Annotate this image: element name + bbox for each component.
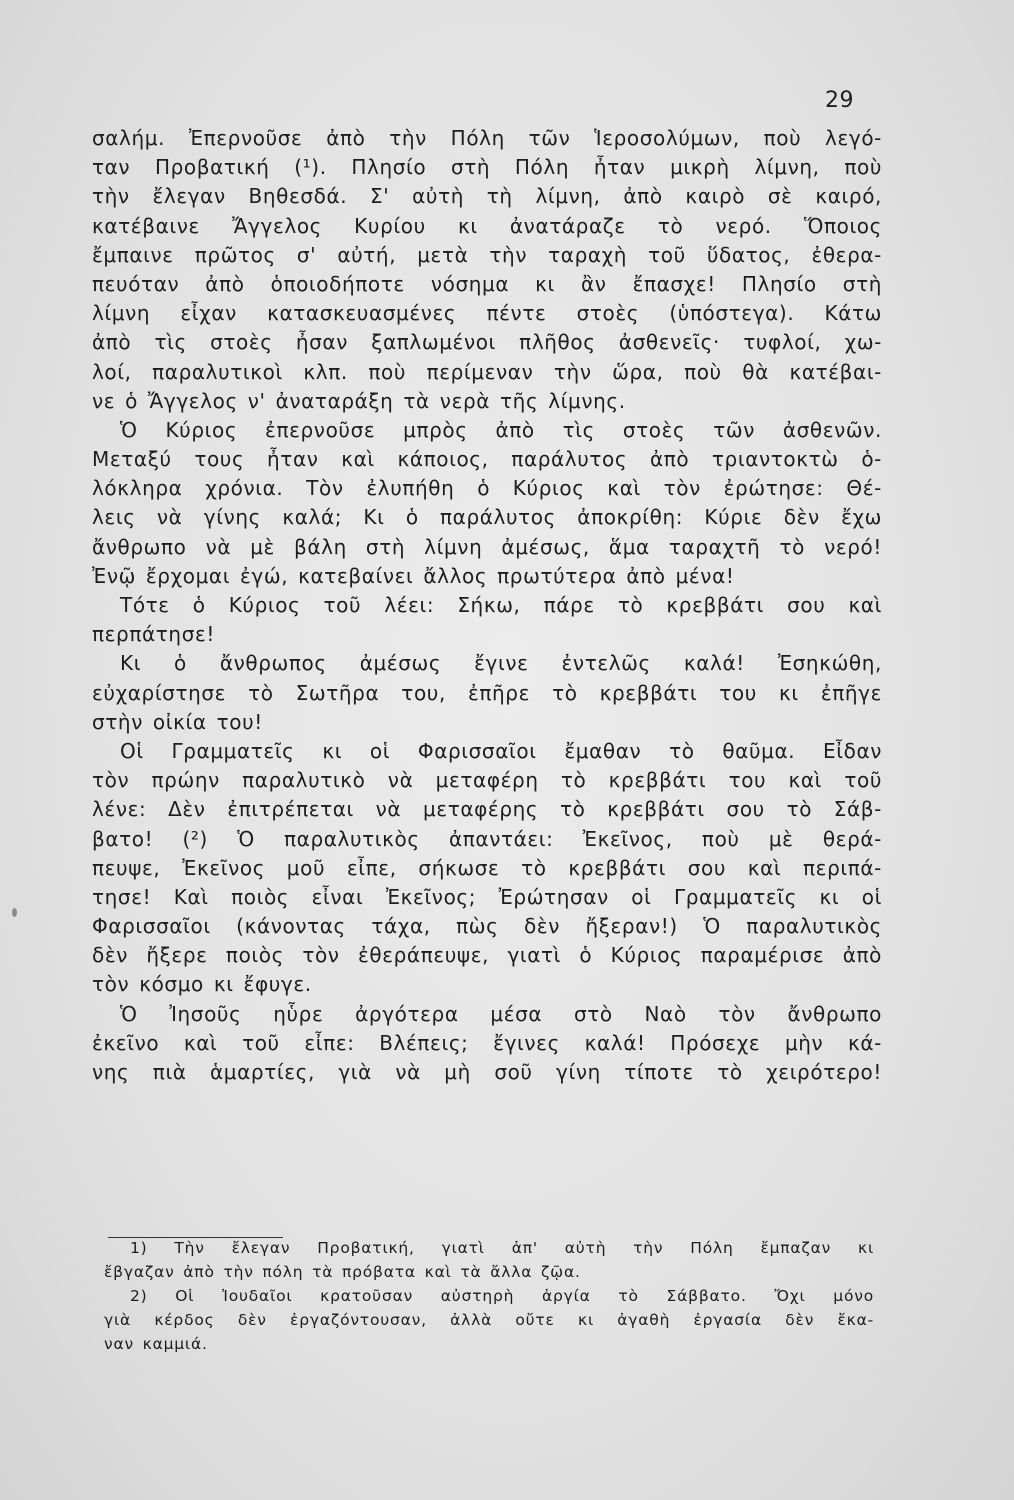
text-line: λόκληρα χρόνια. Τὸν ἐλυπήθη ὁ Κύριος καὶ τὸν ἐρώτησε: Θέ- [92,476,882,501]
text-line: λίμνη εἶχαν κατασκευασμένες πέντε στοὲς (ὑπόστεγα). Κάτω [92,301,882,326]
text-line: Ὁ Κύριος ἐπερνοῦσε μπρὸς ἀπὸ τὶς στοὲς τῶν ἀσθενῶν. [120,417,882,442]
text-line: λεις νὰ γίνης καλά; Κι ὁ παράλυτος ἀποκρίθη: Κύριε δὲν ἔχω [92,505,882,530]
text-line: Μεταξύ τους ἦταν καὶ κάποιος, παράλυτος ἀπὸ τριαντοκτὼ ὁ- [92,447,882,472]
text-line: στὴν οἰκία του! [92,709,263,734]
footnote-line: γιὰ κέρδος δὲν ἐργαζόντουσαν, ἀλλὰ οὔτε κι ἀγαθὴ ἐργασία δὲν ἔκα- [104,1311,874,1329]
text-line: Φαρισσαῖοι (κάνοντας τάχα, πὼς δὲν ἤξεραν!) Ὁ παραλυτικὸς [92,914,882,939]
footnote-line: 2) Οἱ Ἰουδαῖοι κρατοῦσαν αὐστηρὴ ἀργία τὸ Σάββατο. Ὄχι μόνο [130,1287,874,1305]
text-line: εὐχαρίστησε τὸ Σωτῆρα του, ἐπῆρε τὸ κρεββάτι του κι ἐπῆγε [92,680,882,705]
text-line: Κι ὁ ἄνθρωπος ἀμέσως ἔγινε ἐντελῶς καλά! Ἐσηκώθη, [120,651,882,676]
footnotes [104,1236,874,1356]
text-line: Τότε ὁ Κύριος τοῦ λέει: Σήκω, πάρε τὸ κρεββάτι σου καὶ [120,593,882,617]
text-line: τησε! Καὶ ποιὸς εἶναι Ἐκεῖνος; Ἐρώτησαν οἱ Γραμματεῖς κι οἱ [92,884,882,909]
text-line: πευψε, Ἐκεῖνος μοῦ εἶπε, σήκωσε τὸ κρεββάτι σου καὶ περιπά- [92,855,882,880]
text-line: ἔμπαινε πρῶτος σ' αὐτή, μετὰ τὴν ταραχὴ τοῦ ὕδατος, ἐθερα- [92,242,882,267]
text-line: ταν Προβατική (¹). Πλησίο στὴ Πόλη ἦταν μικρὴ λίμνη, ποὺ [92,155,882,180]
text-line: κατέβαινε Ἄγγελος Κυρίου κι ἀνατάραζε τὸ νερό. Ὅποιος [92,213,882,238]
text-line: λοί, παραλυτικοὶ κλπ. ποὺ περίμεναν τὴν ὥρα, ποὺ θὰ κατέβαι- [92,359,882,384]
text-line: λένε: Δὲν ἐπιτρέπεται νὰ μεταφέρης τὸ κρεββάτι σου τὸ Σάβ- [92,797,882,822]
text-line: Ὁ Ἰησοῦς ηὗρε ἀργότερα μέσα στὸ Ναὸ τὸν ἄνθρωπο [120,1001,882,1026]
text-line: τὴν ἔλεγαν Βηθεσδά. Σ' αὐτὴ τὴ λίμνη, ἀπὸ καιρὸ σὲ καιρό, [92,184,882,209]
paper-speck [12,908,17,917]
text-line: περπάτησε! [92,622,215,647]
footnote-line: 1) Τὴν ἔλεγαν Προβατική, γιατὶ ἀπ' αὐτὴ τὴν Πόλη ἔμπαζαν κι [130,1239,874,1257]
text-line: Ἐνῷ ἔρχομαι ἐγώ, κατεβαίνει ἄλλος πρωτύτερα ἀπὸ μένα! [92,563,735,588]
text-line: νης πιὰ ἁμαρτίες, γιὰ νὰ μὴ σοῦ γίνη τίποτε τὸ χειρότερο! [92,1060,882,1084]
footnote-line: ναν καμμιά. [104,1335,208,1353]
text-line: ἄνθρωπο νὰ μὲ βάλη στὴ λίμνη ἀμέσως, ἅμα ταραχτῆ τὸ νερό! [92,534,882,559]
text-line: σαλήμ. Ἐπερνοῦσε ἀπὸ τὴν Πόλη τῶν Ἱεροσολύμων, ποὺ λεγό- [92,126,882,150]
text-line: νε ὁ Ἄγγελος ν' ἀναταράξη τὰ νερὰ τῆς λίμνης. [92,388,626,413]
text-line: βατο! (²) Ὁ παραλυτικὸς ἀπαντάει: Ἐκεῖνος, ποὺ μὲ θερά- [92,826,882,851]
footnote-line: ἔβγαζαν ἀπὸ τὴν πόλη τὰ πρόβατα καὶ τὰ ἄλλα ζῷα. [104,1263,581,1281]
text-line: δὲν ἤξερε ποιὸς τὸν ἐθεράπευψε, γιατὶ ὁ Κύριος παραμέρισε ἀπὸ [92,943,882,968]
text-line: ἐκεῖνο καὶ τοῦ εἶπε: Βλέπεις; ἔγινες καλά! Πρόσεχε μὴν κά- [92,1030,882,1055]
page-number: 29 [825,88,854,113]
text-line: τὸν πρώην παραλυτικὸ νὰ μεταφέρη τὸ κρεββάτι του καὶ τοῦ [92,768,882,793]
text-line: Οἱ Γραμματεῖς κι οἱ Φαρισσαῖοι ἔμαθαν τὸ θαῦμα. Εἶδαν [120,738,882,763]
text-line: πευόταν ἀπὸ ὁποιοδήποτε νόσημα κι ἂν ἔπασχε! Πλησίο στὴ [92,271,882,296]
text-line: ἀπὸ τὶς στοὲς ἦσαν ξαπλωμένοι πλῆθος ἀσθενεῖς· τυφλοί, χω- [92,330,882,355]
body-text [92,124,882,1087]
text-line: τὸν κόσμο κι ἔφυγε. [92,972,312,997]
